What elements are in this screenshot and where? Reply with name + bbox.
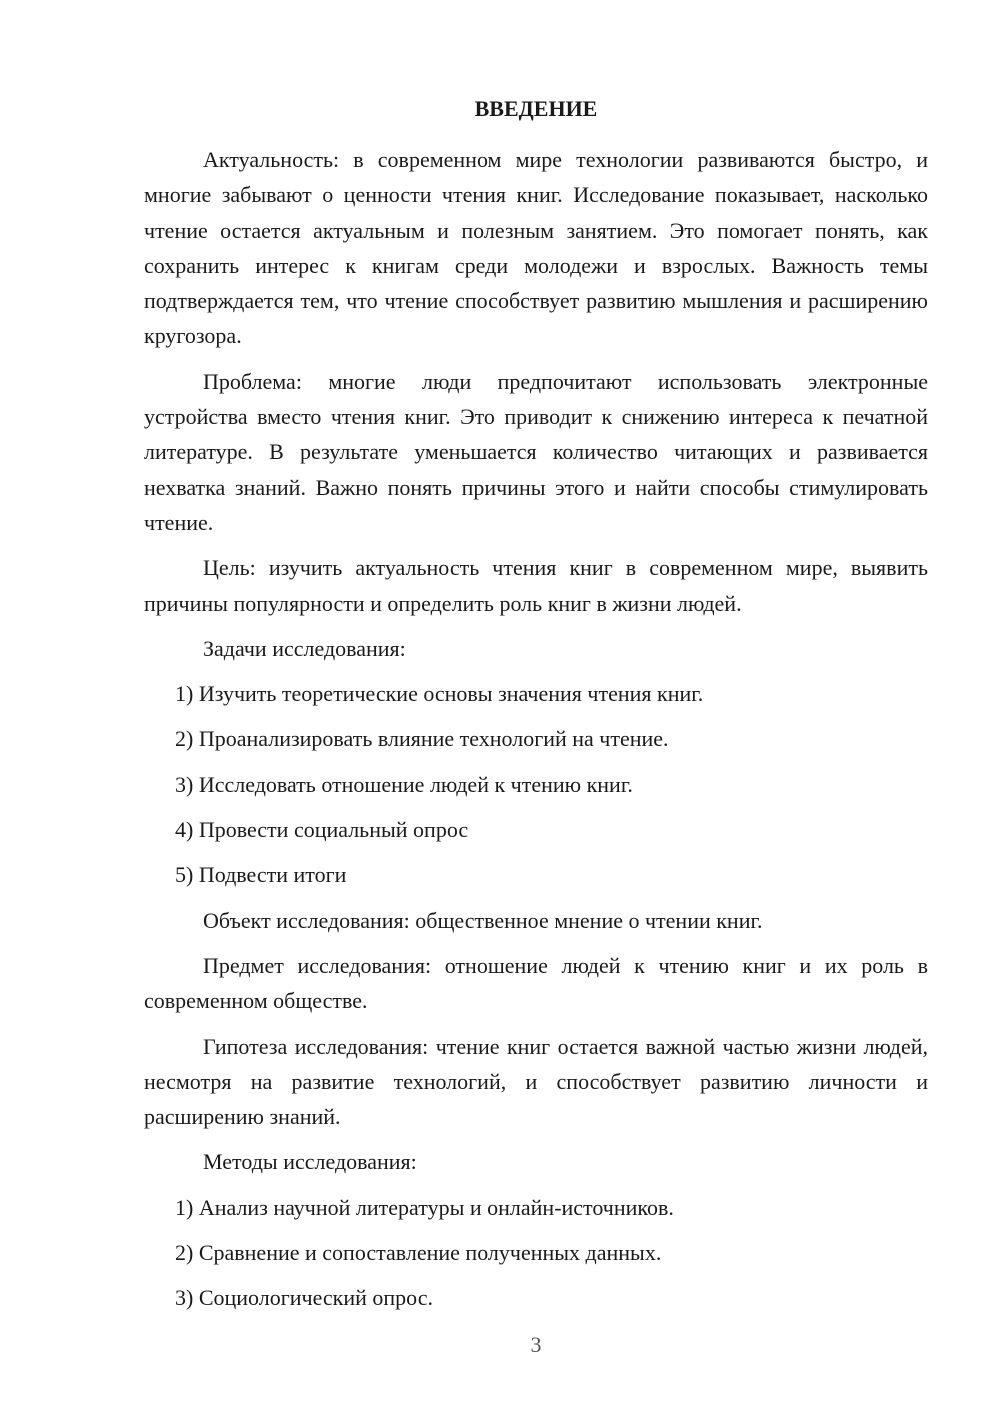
- list-item: 2) Проанализировать влияние технологий на чтение.: [175, 726, 669, 752]
- tasks-title: Задачи исследования:: [203, 635, 406, 661]
- page-number: 3: [530, 1332, 542, 1357]
- tasks-list: [144, 676, 928, 892]
- list-item: 1) Изучить теоретические основы значения чтения книг.: [175, 681, 704, 707]
- list-item: 3) Социологический опрос.: [175, 1285, 433, 1311]
- section-heading: ВВЕДЕНИЕ: [474, 96, 598, 121]
- page-content: [144, 94, 928, 1326]
- relevance-paragraph: Актуальность: в современном мире технологии развиваются быстро, и многие забывают о ценности чтения книг. Исследование показывает, насколько чтение остается актуальным и полезным занятием. Это помогает понять, как сохранить интерес к книгам среди молодежи и взрослых. Важность темы подтверждается тем, что чтение способствует развитию мышления и расширению кругозора.: [144, 147, 928, 349]
- list-item: 5) Подвести итоги: [175, 862, 347, 888]
- list-item: 1) Анализ научной литературы и онлайн-источников.: [175, 1194, 674, 1220]
- list-item: 4) Провести социальный опрос: [175, 817, 469, 843]
- subject-paragraph: Предмет исследования: отношение людей к чтению книг и их роль в современном обществе.: [144, 952, 928, 1014]
- methods-list: [144, 1190, 928, 1316]
- object-paragraph: Объект исследования: общественное мнение о чтении книг.: [203, 907, 763, 933]
- hypothesis-paragraph: Гипотеза исследования: чтение книг остается важной частью жизни людей, несмотря на развитие технологий, и способствует развитию личности и расширению знаний.: [144, 1033, 928, 1130]
- problem-paragraph: Проблема: многие люди предпочитают использовать электронные устройства вместо чтения книг. Это приводит к снижению интереса к печатной литературе. В результате уменьшается количество читающих и развивается нехватка знаний. Важно понять причины этого и найти способы стимулировать чтение.: [144, 368, 928, 535]
- list-item: 3) Исследовать отношение людей к чтению книг.: [175, 771, 633, 797]
- methods-title: Методы исследования:: [203, 1149, 417, 1175]
- list-item: 2) Сравнение и сопоставление полученных данных.: [175, 1240, 662, 1266]
- goal-paragraph: Цель: изучить актуальность чтения книг в современном мире, выявить причины популярности и определить роль книг в жизни людей.: [144, 555, 928, 616]
